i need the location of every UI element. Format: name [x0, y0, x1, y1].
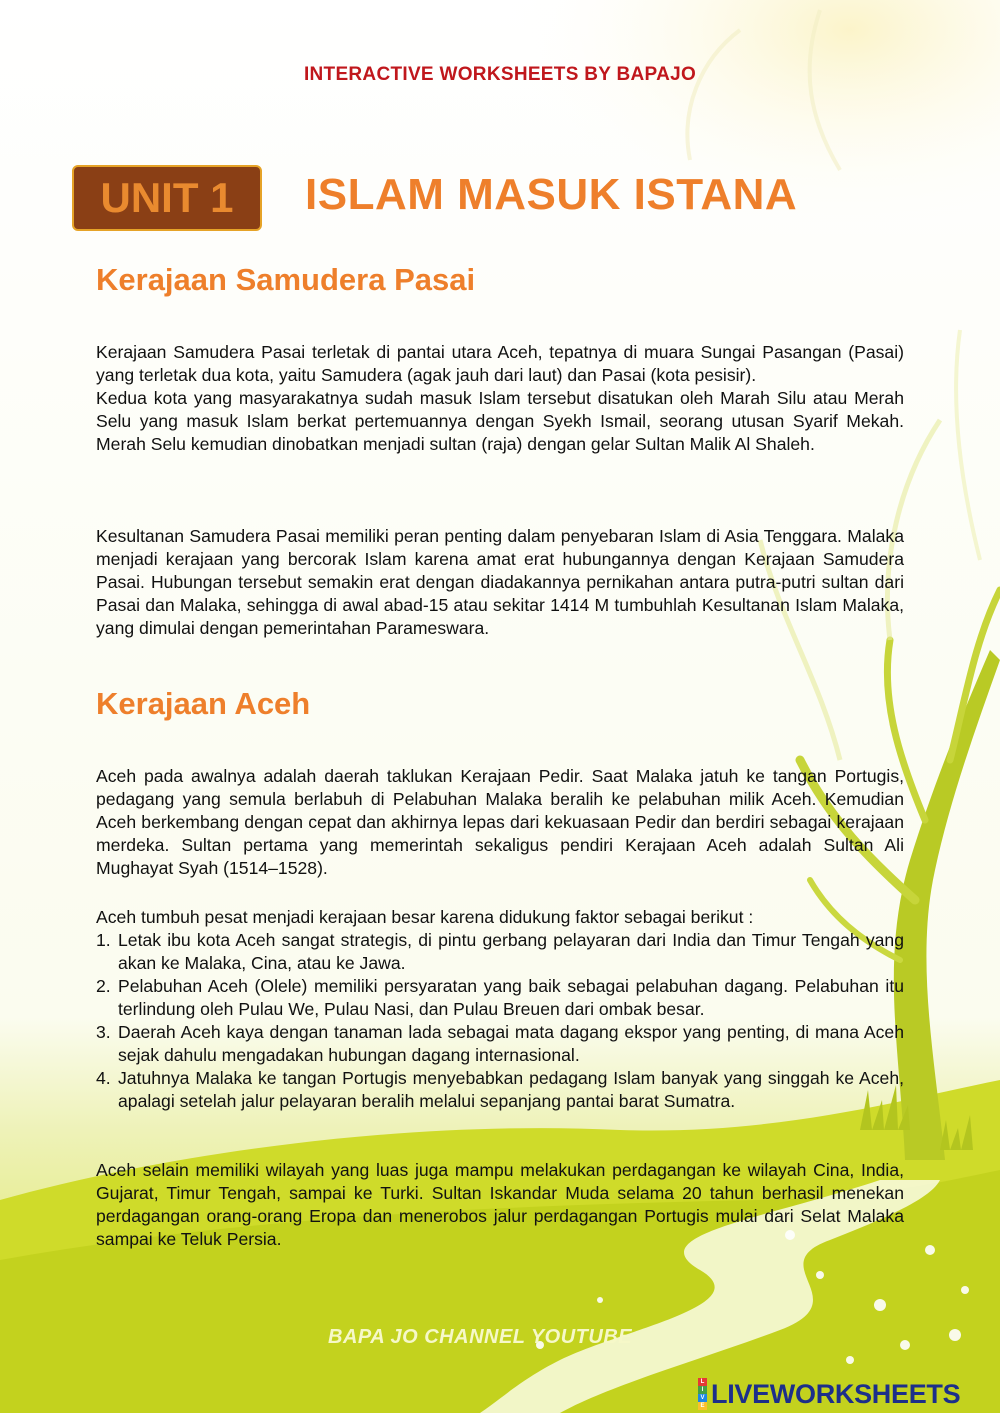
list-item	[96, 1021, 904, 1067]
liveworksheets-logo-icon	[698, 1378, 707, 1410]
liveworksheets-logo-text: LIVEWORKSHEETS	[711, 1378, 961, 1409]
samudera-pasai-text	[96, 341, 904, 456]
list-item	[96, 1067, 904, 1113]
paragraph: Kerajaan Samudera Pasai terletak di pantai utara Aceh, tepatnya di muara Sungai Pasangan (Pasai) yang terletak dua kota, yaitu Samudera (agak jauh dari laut) dan Pasai (kota pesisir).	[96, 342, 904, 385]
list-number: 1.	[96, 930, 111, 950]
liveworksheets-logo[interactable]	[698, 1378, 960, 1410]
logo-letter: E	[698, 1402, 707, 1410]
list-text: Daerah Aceh kaya dengan tanaman lada sebagai mata dagang ekspor yang penting, di mana Aceh sejak dahulu mengadakan hubungan dagang internasional.	[118, 1022, 904, 1065]
list-number: 3.	[96, 1022, 111, 1042]
unit-title: ISLAM MASUK ISTANA	[305, 170, 798, 219]
list-intro: Aceh tumbuh pesat menjadi kerajaan besar karena didukung faktor sebagai berikut :	[96, 907, 754, 927]
paragraph: Aceh pada awalnya adalah daerah taklukan Kerajaan Pedir. Saat Malaka jatuh ke tangan Portugis, pedagang yang semula berlabuh di Pelabuhan Malaka beralih ke pelabuhan milik Aceh. Kemudian Aceh berkembang dengan cepat dan akhirnya lepas dari kekuasaan Pedir dan berdiri sebagai kerajaan merdeka. Sultan pertama yang memerintah sekaligus pendiri Kerajaan Aceh adalah Sultan Ali Mughayat Syah (1514–1528).	[96, 766, 904, 878]
list-text: Pelabuhan Aceh (Olele) memiliki persyaratan yang baik sebagai pelabuhan dagang. Pelabuhan itu terlindung oleh Pulau We, Pulau Nasi, dan Pulau Breuen dari ombak besar.	[118, 976, 904, 1019]
aceh-intro-text	[96, 765, 904, 880]
aceh-trade-text	[96, 1159, 904, 1251]
logo-letter: L	[698, 1378, 707, 1386]
unit-badge: UNIT 1	[72, 165, 262, 231]
paragraph: Aceh selain memiliki wilayah yang luas juga mampu melakukan perdagangan ke wilayah Cina, India, Gujarat, Timur Tengah, sampai ke Turki. Sultan Iskandar Muda selama 20 tahun berhasil menekan perdagangan orang-orang Eropa dan menerobos jalur perdagangan Portugis mulai dari Selat Malaka sampai ke Teluk Persia.	[96, 1160, 904, 1249]
list-text: Jatuhnya Malaka ke tangan Portugis menyebabkan pedagang Islam banyak yang singgah ke Aceh, apalagi setelah jalur pelayaran beralih melalui sepanjang pantai barat Sumatra.	[118, 1068, 904, 1111]
paragraph: Kesultanan Samudera Pasai memiliki peran penting dalam penyebaran Islam di Asia Tenggara. Malaka menjadi kerajaan yang bercorak Islam karena amat erat hubungannya dengan Kerajaan Samudera Pasai. Hubungan tersebut semakin erat dengan diadakannya pernikahan antara putra-putri sultan dari Pasai dan Malaka, sehingga di awal abad-15 atau sekitar 1414 M tumbuhlah Kesultanan Islam Malaka, yang dimulai dengan pemerintahan Parameswara.	[96, 526, 904, 638]
list-item	[96, 975, 904, 1021]
logo-letter: I	[698, 1386, 707, 1394]
list-text: Letak ibu kota Aceh sangat strategis, di pintu gerbang pelayaran dari India dan Timur Tengah yang akan ke Malaka, Cina, atau ke Jawa.	[118, 930, 904, 973]
worksheet-header: INTERACTIVE WORKSHEETS BY BAPAJO	[303, 64, 697, 85]
logo-letter: V	[698, 1394, 707, 1402]
list-number: 4.	[96, 1068, 111, 1088]
aceh-factors-list	[96, 906, 904, 1113]
section-heading-samudera-pasai: Kerajaan Samudera Pasai	[96, 262, 476, 297]
samudera-pasai-text-2	[96, 525, 904, 640]
paragraph: Kedua kota yang masyarakatnya sudah masuk Islam tersebut disatukan oleh Marah Silu atau Merah Selu yang masuk Islam berkat pertemuannya dengan Syekh Ismail, seorang utusan Syarif Mekah. Merah Selu kemudian dinobatkan menjadi sultan (raja) dengan gelar Sultan Malik Al Shaleh.	[96, 388, 904, 454]
list-number: 2.	[96, 976, 111, 996]
list-item	[96, 929, 904, 975]
section-heading-aceh: Kerajaan Aceh	[96, 686, 311, 721]
youtube-channel-label: BAPA JO CHANNEL YOUTUBE	[328, 1326, 633, 1348]
